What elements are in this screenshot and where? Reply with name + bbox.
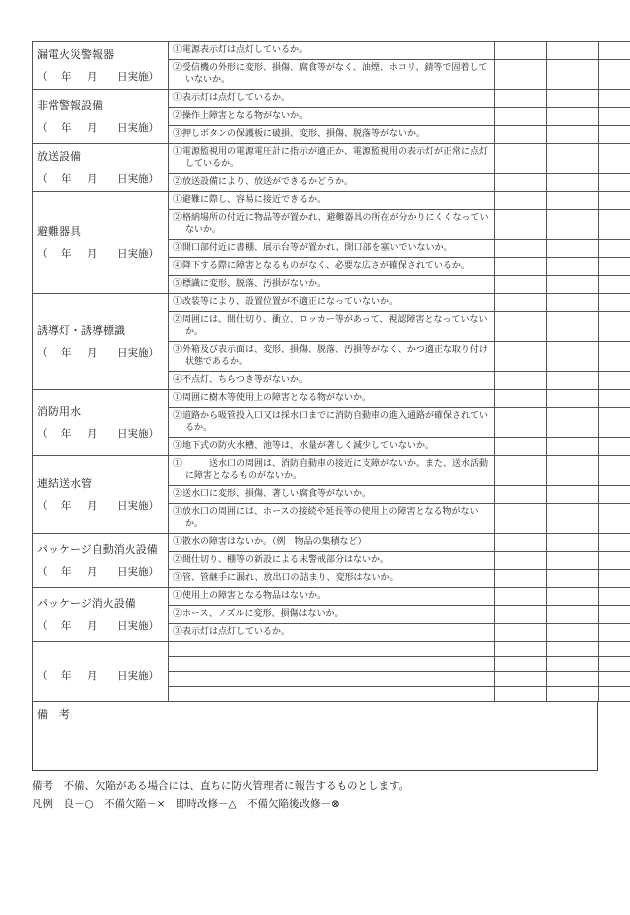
result-mark-cell[interactable] [547, 408, 599, 438]
result-mark-cell[interactable] [599, 438, 630, 456]
date-year: 年 [61, 499, 72, 512]
result-mark-cell[interactable] [599, 42, 630, 60]
result-mark-cell[interactable] [599, 312, 630, 342]
check-item [169, 294, 495, 312]
equipment-cell [33, 588, 169, 642]
equipment-name: 誘導灯・誘導標識 [37, 323, 125, 337]
check-item [169, 534, 495, 552]
checklist-row [33, 534, 630, 552]
date-suffix: 日実施） [117, 172, 159, 185]
result-mark-cell[interactable] [495, 342, 547, 372]
result-mark-cell[interactable] [495, 372, 547, 390]
check-item [169, 258, 495, 276]
result-mark-cell[interactable] [599, 174, 630, 192]
check-item-text: ① 送水口の周囲は、消防自動車の接近に支障がないか。また、送水活動に障害となるものがないか。 [173, 459, 489, 481]
date-suffix: 日実施） [117, 247, 159, 260]
check-item [169, 408, 495, 438]
date-open: （ [37, 247, 48, 260]
check-item-text: ①電源監視用の電源電圧計に指示が適正か、電源監視用の表示灯が正常に点灯しているか。 [173, 147, 489, 169]
result-mark-cell[interactable] [547, 42, 599, 60]
check-item [169, 606, 495, 624]
equipment-cell [33, 390, 169, 456]
check-item [169, 456, 495, 486]
equipment-name: 避難器具 [37, 224, 81, 238]
date-month: 月 [87, 669, 98, 682]
result-mark-cell[interactable] [547, 144, 599, 174]
check-item-text: ⑤標識に変形、脱落、汚損がないか。 [173, 279, 327, 289]
check-item [169, 174, 495, 192]
date-year: 年 [61, 121, 72, 134]
equipment-name: パッケージ自動消火設備 [37, 542, 158, 556]
date-year: 年 [61, 247, 72, 260]
date-year: 年 [61, 172, 72, 185]
date-year: 年 [61, 70, 72, 83]
equipment-cell [33, 642, 169, 702]
result-mark-cell[interactable] [599, 606, 630, 624]
date-open: （ [37, 499, 48, 512]
check-item-text: ②格納場所の付近に物品等が置かれ、避難器具の所在が分かりにくくなっていないか。 [173, 213, 489, 235]
date-open: （ [37, 70, 48, 83]
check-item-text: ②送水口に変形、損傷、著しい腐食等がないか。 [173, 489, 372, 499]
checklist-row [33, 42, 630, 60]
result-mark-cell[interactable] [547, 456, 599, 486]
result-mark-cell[interactable] [547, 294, 599, 312]
date-month: 月 [87, 247, 98, 260]
check-item-text: ①避難に際し、容易に接近できるか。 [173, 195, 327, 205]
inspection-checklist-table [32, 41, 630, 702]
result-mark-cell[interactable] [495, 108, 547, 126]
check-item [169, 90, 495, 108]
result-mark-cell[interactable] [495, 60, 547, 90]
check-item-text: ③押しボタンの保護板に破損、変形、損傷、脱落等がないか。 [173, 129, 426, 139]
result-mark-cell[interactable] [547, 642, 599, 657]
inspection-date [37, 247, 168, 261]
remarks-box[interactable] [32, 702, 598, 771]
result-mark-cell[interactable] [495, 390, 547, 408]
result-mark-cell[interactable] [495, 642, 547, 657]
check-item [169, 570, 495, 588]
result-mark-cell[interactable] [547, 126, 599, 144]
result-mark-cell[interactable] [599, 552, 630, 570]
check-item-text: ③地下式の防火水槽、池等は、水量が著しく減少していないか。 [173, 441, 435, 451]
result-mark-cell[interactable] [547, 486, 599, 504]
result-mark-cell[interactable] [547, 552, 599, 570]
result-mark-cell[interactable] [599, 687, 630, 702]
check-item [169, 588, 495, 606]
check-item [169, 126, 495, 144]
check-item-text: ③開口部付近に書棚、展示台等が置かれ、開口部を塞いでいないか。 [173, 243, 453, 253]
date-month: 月 [87, 565, 98, 578]
date-month: 月 [87, 172, 98, 185]
result-mark-cell[interactable] [599, 642, 630, 657]
result-mark-cell[interactable] [547, 606, 599, 624]
equipment-name: 消防用水 [37, 404, 81, 418]
check-item [169, 240, 495, 258]
result-mark-cell[interactable] [547, 534, 599, 552]
date-month: 月 [87, 499, 98, 512]
footer-note: 備考 不備、欠陥がある場合には、直ちに防火管理者に報告するものとします。 [32, 780, 410, 792]
footer-notes [32, 777, 598, 813]
result-mark-cell[interactable] [547, 240, 599, 258]
check-item [169, 372, 495, 390]
equipment-cell [33, 192, 169, 294]
result-mark-cell[interactable] [495, 42, 547, 60]
check-item-text: ①改装等により、設置位置が不適正になっていないか。 [173, 297, 399, 307]
result-mark-cell[interactable] [547, 192, 599, 210]
inspection-date [37, 619, 168, 633]
result-mark-cell[interactable] [599, 657, 630, 672]
result-mark-cell[interactable] [495, 672, 547, 687]
date-month: 月 [87, 70, 98, 83]
result-mark-cell[interactable] [599, 372, 630, 390]
check-item [169, 438, 495, 456]
check-item [169, 210, 495, 240]
inspection-date [37, 499, 168, 513]
result-mark-cell[interactable] [547, 210, 599, 240]
check-item [169, 342, 495, 372]
result-mark-cell[interactable] [547, 276, 599, 294]
result-mark-cell[interactable] [599, 570, 630, 588]
result-mark-cell[interactable] [547, 312, 599, 342]
result-mark-cell[interactable] [495, 240, 547, 258]
result-mark-cell[interactable] [495, 588, 547, 606]
result-mark-cell[interactable] [599, 486, 630, 504]
result-mark-cell[interactable] [547, 108, 599, 126]
date-suffix: 日実施） [117, 346, 159, 359]
date-open: （ [37, 121, 48, 134]
date-open: （ [37, 619, 48, 632]
equipment-cell [33, 456, 169, 534]
inspection-date [37, 346, 168, 360]
check-item-text: ③管、管継手に漏れ、放出口の詰まり、変形はないか。 [173, 573, 399, 583]
check-item [169, 672, 495, 687]
remarks-label: 備 考 [37, 708, 70, 721]
result-mark-cell[interactable] [495, 90, 547, 108]
inspection-date [37, 70, 168, 84]
check-item-text: ②間仕切り、棚等の新設による未警戒部分はないか。 [173, 555, 390, 565]
check-item [169, 486, 495, 504]
check-item [169, 144, 495, 174]
check-item-text: ①表示灯は点灯しているか。 [173, 93, 291, 103]
checklist-row [33, 294, 630, 312]
date-year: 年 [61, 565, 72, 578]
result-mark-cell[interactable] [599, 534, 630, 552]
checklist-row [33, 144, 630, 174]
result-mark-cell[interactable] [547, 624, 599, 642]
date-year: 年 [61, 427, 72, 440]
result-mark-cell[interactable] [495, 570, 547, 588]
check-item-text: ③放水口の周囲には、ホースの接続や延長等の使用上の障害となる物がないか。 [173, 507, 479, 529]
check-item-text: ②道路から吸管投入口又は採水口までに消防自動車の進入通路が確保されているか。 [173, 411, 489, 433]
result-mark-cell[interactable] [547, 687, 599, 702]
equipment-cell [33, 144, 169, 192]
check-item-text: ①散水の障害はないか。（例 物品の集積など） [173, 537, 367, 547]
result-mark-cell[interactable] [495, 144, 547, 174]
check-item [169, 192, 495, 210]
result-mark-cell[interactable] [495, 657, 547, 672]
result-mark-cell[interactable] [599, 456, 630, 486]
date-year: 年 [61, 346, 72, 359]
check-item [169, 657, 495, 672]
equipment-cell [33, 294, 169, 390]
result-mark-cell[interactable] [495, 294, 547, 312]
result-mark-cell[interactable] [599, 144, 630, 174]
date-suffix: 日実施） [117, 669, 159, 682]
result-mark-cell[interactable] [495, 258, 547, 276]
check-item [169, 108, 495, 126]
result-mark-cell[interactable] [599, 276, 630, 294]
result-mark-cell[interactable] [495, 486, 547, 504]
result-mark-cell[interactable] [547, 174, 599, 192]
check-item [169, 552, 495, 570]
inspection-date [37, 121, 168, 135]
result-mark-cell[interactable] [495, 504, 547, 534]
date-open: （ [37, 172, 48, 185]
result-mark-cell[interactable] [599, 210, 630, 240]
result-mark-cell[interactable] [599, 108, 630, 126]
result-mark-cell[interactable] [599, 624, 630, 642]
result-mark-cell[interactable] [599, 126, 630, 144]
date-suffix: 日実施） [117, 565, 159, 578]
check-item [169, 642, 495, 657]
date-suffix: 日実施） [117, 70, 159, 83]
result-mark-cell[interactable] [599, 192, 630, 210]
result-mark-cell[interactable] [495, 126, 547, 144]
equipment-name: 非常警報設備 [37, 98, 103, 112]
result-mark-cell[interactable] [495, 687, 547, 702]
result-mark-cell[interactable] [547, 504, 599, 534]
check-item [169, 624, 495, 642]
check-item-text: ②受信機の外形に変形、損傷、腐食等がなく、油煙、ホコリ、錆等で固着していないか。 [173, 63, 488, 85]
result-mark-cell[interactable] [547, 570, 599, 588]
date-suffix: 日実施） [117, 121, 159, 134]
equipment-cell [33, 90, 169, 144]
result-mark-cell[interactable] [599, 294, 630, 312]
result-mark-cell[interactable] [599, 240, 630, 258]
date-month: 月 [87, 619, 98, 632]
checklist-row [33, 192, 630, 210]
check-item-text: ④不点灯、ちらつき等がないか。 [173, 375, 308, 385]
check-item-text: ③表示灯は点灯しているか。 [173, 627, 291, 637]
check-item [169, 42, 495, 60]
date-year: 年 [61, 669, 72, 682]
result-mark-cell[interactable] [495, 438, 547, 456]
check-item-text: ②操作上障害となる物がないか。 [173, 111, 309, 121]
checklist-row [33, 588, 630, 606]
equipment-name: 放送設備 [37, 149, 81, 163]
result-mark-cell[interactable] [547, 258, 599, 276]
check-item-text: ①使用上の障害となる物品はないか。 [173, 591, 327, 601]
result-mark-cell[interactable] [495, 624, 547, 642]
checklist-row [33, 642, 630, 657]
equipment-cell [33, 42, 169, 90]
result-mark-cell[interactable] [495, 210, 547, 240]
date-month: 月 [87, 121, 98, 134]
result-mark-cell[interactable] [599, 390, 630, 408]
check-item-text: ②ホース、ノズルに変形、損傷はないか。 [173, 609, 344, 619]
result-mark-cell[interactable] [547, 342, 599, 372]
result-mark-cell[interactable] [495, 408, 547, 438]
result-mark-cell[interactable] [599, 258, 630, 276]
result-mark-cell[interactable] [599, 90, 630, 108]
result-mark-cell[interactable] [547, 657, 599, 672]
check-item [169, 60, 495, 90]
result-mark-cell[interactable] [599, 672, 630, 687]
check-item [169, 276, 495, 294]
result-mark-cell[interactable] [599, 588, 630, 606]
result-mark-cell[interactable] [495, 192, 547, 210]
result-mark-cell[interactable] [599, 504, 630, 534]
check-item-text: ④降下する際に障害となるものがなく、必要な広さが確保されているか。 [173, 261, 470, 271]
checklist-row [33, 390, 630, 408]
date-open: （ [37, 427, 48, 440]
result-mark-cell[interactable] [547, 90, 599, 108]
date-open: （ [37, 346, 48, 359]
inspection-date [37, 565, 168, 579]
footer-legend: 凡例 良－○ 不備欠陥－× 即時改修－△ 不備欠陥後改修－⊗ [32, 798, 340, 810]
equipment-name: 連結送水管 [37, 476, 92, 490]
date-suffix: 日実施） [117, 427, 159, 440]
result-mark-cell[interactable] [547, 588, 599, 606]
result-mark-cell[interactable] [547, 438, 599, 456]
date-open: （ [37, 669, 48, 682]
date-year: 年 [61, 619, 72, 632]
check-item [169, 504, 495, 534]
equipment-name: パッケージ消火設備 [37, 596, 136, 610]
result-mark-cell[interactable] [495, 552, 547, 570]
date-suffix: 日実施） [117, 499, 159, 512]
check-item [169, 687, 495, 702]
checklist-row [33, 90, 630, 108]
result-mark-cell[interactable] [495, 606, 547, 624]
inspection-date [37, 172, 168, 186]
result-mark-cell[interactable] [495, 174, 547, 192]
check-item [169, 312, 495, 342]
inspection-sheet [32, 41, 598, 813]
date-suffix: 日実施） [117, 619, 159, 632]
result-mark-cell[interactable] [547, 60, 599, 90]
check-item-text: ①電源表示灯は点灯しているか。 [173, 45, 309, 55]
result-mark-cell[interactable] [547, 672, 599, 687]
equipment-name: 漏電火災警報器 [37, 47, 114, 61]
check-item-text: ②放送設備により、放送ができるかどうか。 [173, 177, 354, 187]
result-mark-cell[interactable] [495, 456, 547, 486]
result-mark-cell[interactable] [495, 312, 547, 342]
result-mark-cell[interactable] [495, 534, 547, 552]
inspection-date [37, 427, 168, 441]
check-item-text: ①周囲に樹木等使用上の障害となる物がないか。 [173, 393, 372, 403]
equipment-cell [33, 534, 169, 588]
checklist-row [33, 456, 630, 486]
date-month: 月 [87, 346, 98, 359]
date-month: 月 [87, 427, 98, 440]
date-open: （ [37, 565, 48, 578]
result-mark-cell[interactable] [547, 372, 599, 390]
result-mark-cell[interactable] [599, 60, 630, 90]
check-item [169, 390, 495, 408]
result-mark-cell[interactable] [599, 342, 630, 372]
check-item-text: ②周囲には、間仕切り、衝立、ロッカー等があって、視認障害となっていないか。 [173, 315, 488, 337]
inspection-date [37, 669, 168, 683]
result-mark-cell[interactable] [547, 390, 599, 408]
result-mark-cell[interactable] [599, 408, 630, 438]
check-item-text: ③外箱及び表示面は、変形、損傷、脱落、汚損等がなく、かつ適正な取り付け状態であるか。 [173, 345, 488, 367]
result-mark-cell[interactable] [495, 276, 547, 294]
